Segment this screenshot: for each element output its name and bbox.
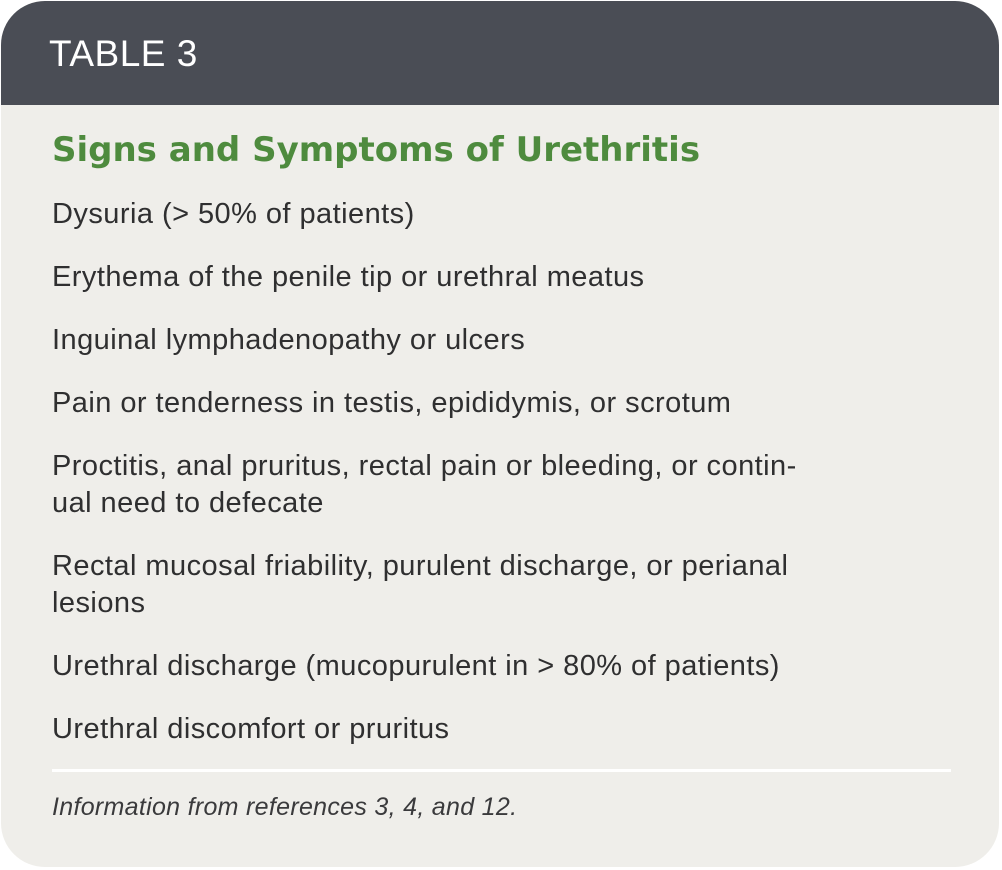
footnote-divider (52, 769, 951, 772)
symptom-item-urethral-discharge: Urethral discharge (mucopurulent in > 80% of patients) (52, 650, 780, 682)
symptom-item-testicular-pain: Pain or tenderness in testis, epididymis, or scrotum (52, 387, 732, 419)
symptom-item-rectal-friability: Rectal mucosal friability, purulent discharge, or perianal lesions (52, 550, 789, 619)
table-label: TABLE 3 (49, 32, 198, 74)
table-header-bar (1, 1, 999, 105)
table-footnote: Information from references 3, 4, and 12. (52, 793, 518, 821)
symptom-item-proctitis: Proctitis, anal pruritus, rectal pain or bleeding, or contin- ual need to defecate (52, 450, 797, 519)
symptom-item-erythema: Erythema of the penile tip or urethral meatus (52, 261, 645, 293)
symptom-item-urethral-discomfort: Urethral discomfort or pruritus (52, 713, 450, 745)
symptom-item-lymphadenopathy: Inguinal lymphadenopathy or ulcers (52, 324, 526, 356)
table-title: Signs and Symptoms of Urethritis (52, 130, 701, 170)
table-card (1, 1, 999, 867)
symptom-list (52, 196, 951, 774)
symptom-item-dysuria: Dysuria (> 50% of patients) (52, 198, 415, 230)
